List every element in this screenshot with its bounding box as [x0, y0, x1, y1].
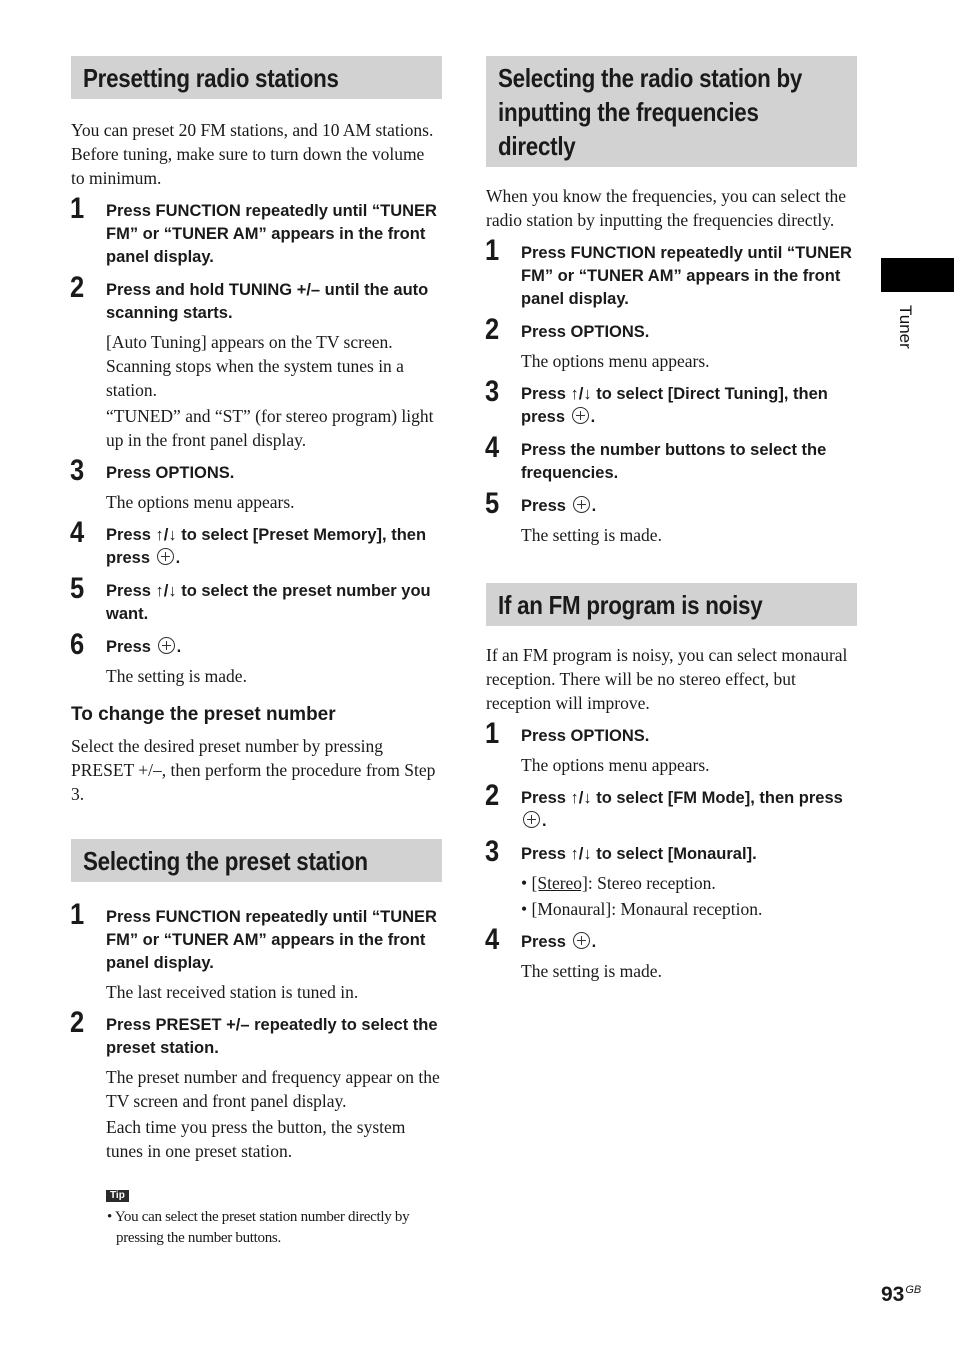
tip-text: • You can select the preset station number directly by pressing the number buttons.: [107, 1209, 410, 1246]
change-preset-heading: To change the preset number: [71, 704, 336, 725]
direct-step-4: 4 Press the number buttons to select the frequencies.: [485, 431, 827, 482]
enter-button-icon: [572, 407, 589, 424]
preset-step-3: 3 Press OPTIONS. The options menu appears.: [70, 454, 295, 512]
direct-step-1: 1 Press FUNCTION repeatedly until “TUNER FM” or “TUNER AM” appears in the front panel display.: [485, 234, 852, 308]
noisy-step-2: 2 Press ↑/↓ to select [FM Mode], then press .: [485, 779, 843, 830]
preset-step-4: 4 Press ↑/↓ to select [Preset Memory], then press .: [70, 516, 427, 567]
enter-button-icon: [523, 811, 540, 828]
select-step-1: 1 Press FUNCTION repeatedly until “TUNER FM” or “TUNER AM” appears in the front panel display. The last received station is tuned in.: [70, 898, 437, 1002]
option-monaural: • [Monaural]: Monaural reception.: [521, 899, 763, 919]
left-column: [71, 56, 442, 1249]
direct-step-5: 5 Press . The setting is made.: [485, 487, 662, 545]
preset-step-2: 2 Press and hold TUNING +/– until the auto scanning starts. [Auto Tuning] appears on the TV screen. Scanning stops when the system tunes in a station. “TUNED” and “ST” (for stereo program) light up in the front panel display.: [70, 271, 434, 450]
enter-button-icon: [158, 637, 175, 654]
enter-button-icon: [573, 496, 590, 513]
direct-step-2: 2 Press OPTIONS. The options menu appears.: [485, 313, 710, 371]
noisy-step-4: 4 Press . The setting is made.: [485, 923, 662, 981]
chapter-label: Tuner: [896, 305, 915, 349]
noisy-intro: If an FM program is noisy, you can select monaural reception. There will be no stereo effect, but reception will improve.: [486, 645, 848, 713]
direct-intro: When you know the frequencies, you can select the radio station by inputting the frequencies directly.: [486, 186, 847, 230]
right-column: [486, 56, 857, 983]
heading-fm-noisy: If an FM program is noisy: [486, 583, 857, 626]
page-number: $93^{GB}$: [881, 1283, 922, 1306]
tip-badge: Tip: [106, 1190, 129, 1202]
preset-step-6: 6 Press . The setting is made.: [70, 628, 247, 686]
preset-intro: You can preset 20 FM stations, and 10 AM stations. Before tuning, make sure to turn down the volume to minimum.: [71, 120, 434, 188]
heading-direct-tuning: Selecting the radio station by inputting the frequencies directly: [486, 56, 857, 167]
preset-step-1: 1 Press FUNCTION repeatedly until “TUNER FM” or “TUNER AM” appears in the front panel display.: [70, 192, 437, 266]
change-preset-text: Select the desired preset number by pressing PRESET +/–, then perform the procedure from Step 3.: [71, 736, 436, 804]
option-stereo: • [Stereo]: Stereo reception.: [521, 873, 716, 893]
noisy-step-3: 3 Press ↑/↓ to select [Monaural]. • [Stereo]: Stereo reception. • [Monaural]: Monaural reception.: [486, 843, 857, 921]
heading-selecting-preset: Selecting the preset station: [71, 839, 442, 882]
select-step-2: 2 Press PRESET +/– repeatedly to select the preset station. The preset number and frequency appear on the TV screen and front panel display. Each time you press the button, the system tunes in one preset station.: [70, 1006, 440, 1161]
chapter-tab-marker: [881, 258, 954, 292]
preset-step-5: 5 Press ↑/↓ to select the preset number you want.: [70, 572, 431, 623]
direct-step-3: 3 Press ↑/↓ to select [Direct Tuning], then press .: [485, 375, 828, 426]
heading-presetting: Presetting radio stations: [71, 56, 442, 99]
enter-button-icon: [157, 548, 174, 565]
noisy-step-1: 1 Press OPTIONS. The options menu appears.: [485, 717, 710, 775]
enter-button-icon: [573, 932, 590, 949]
